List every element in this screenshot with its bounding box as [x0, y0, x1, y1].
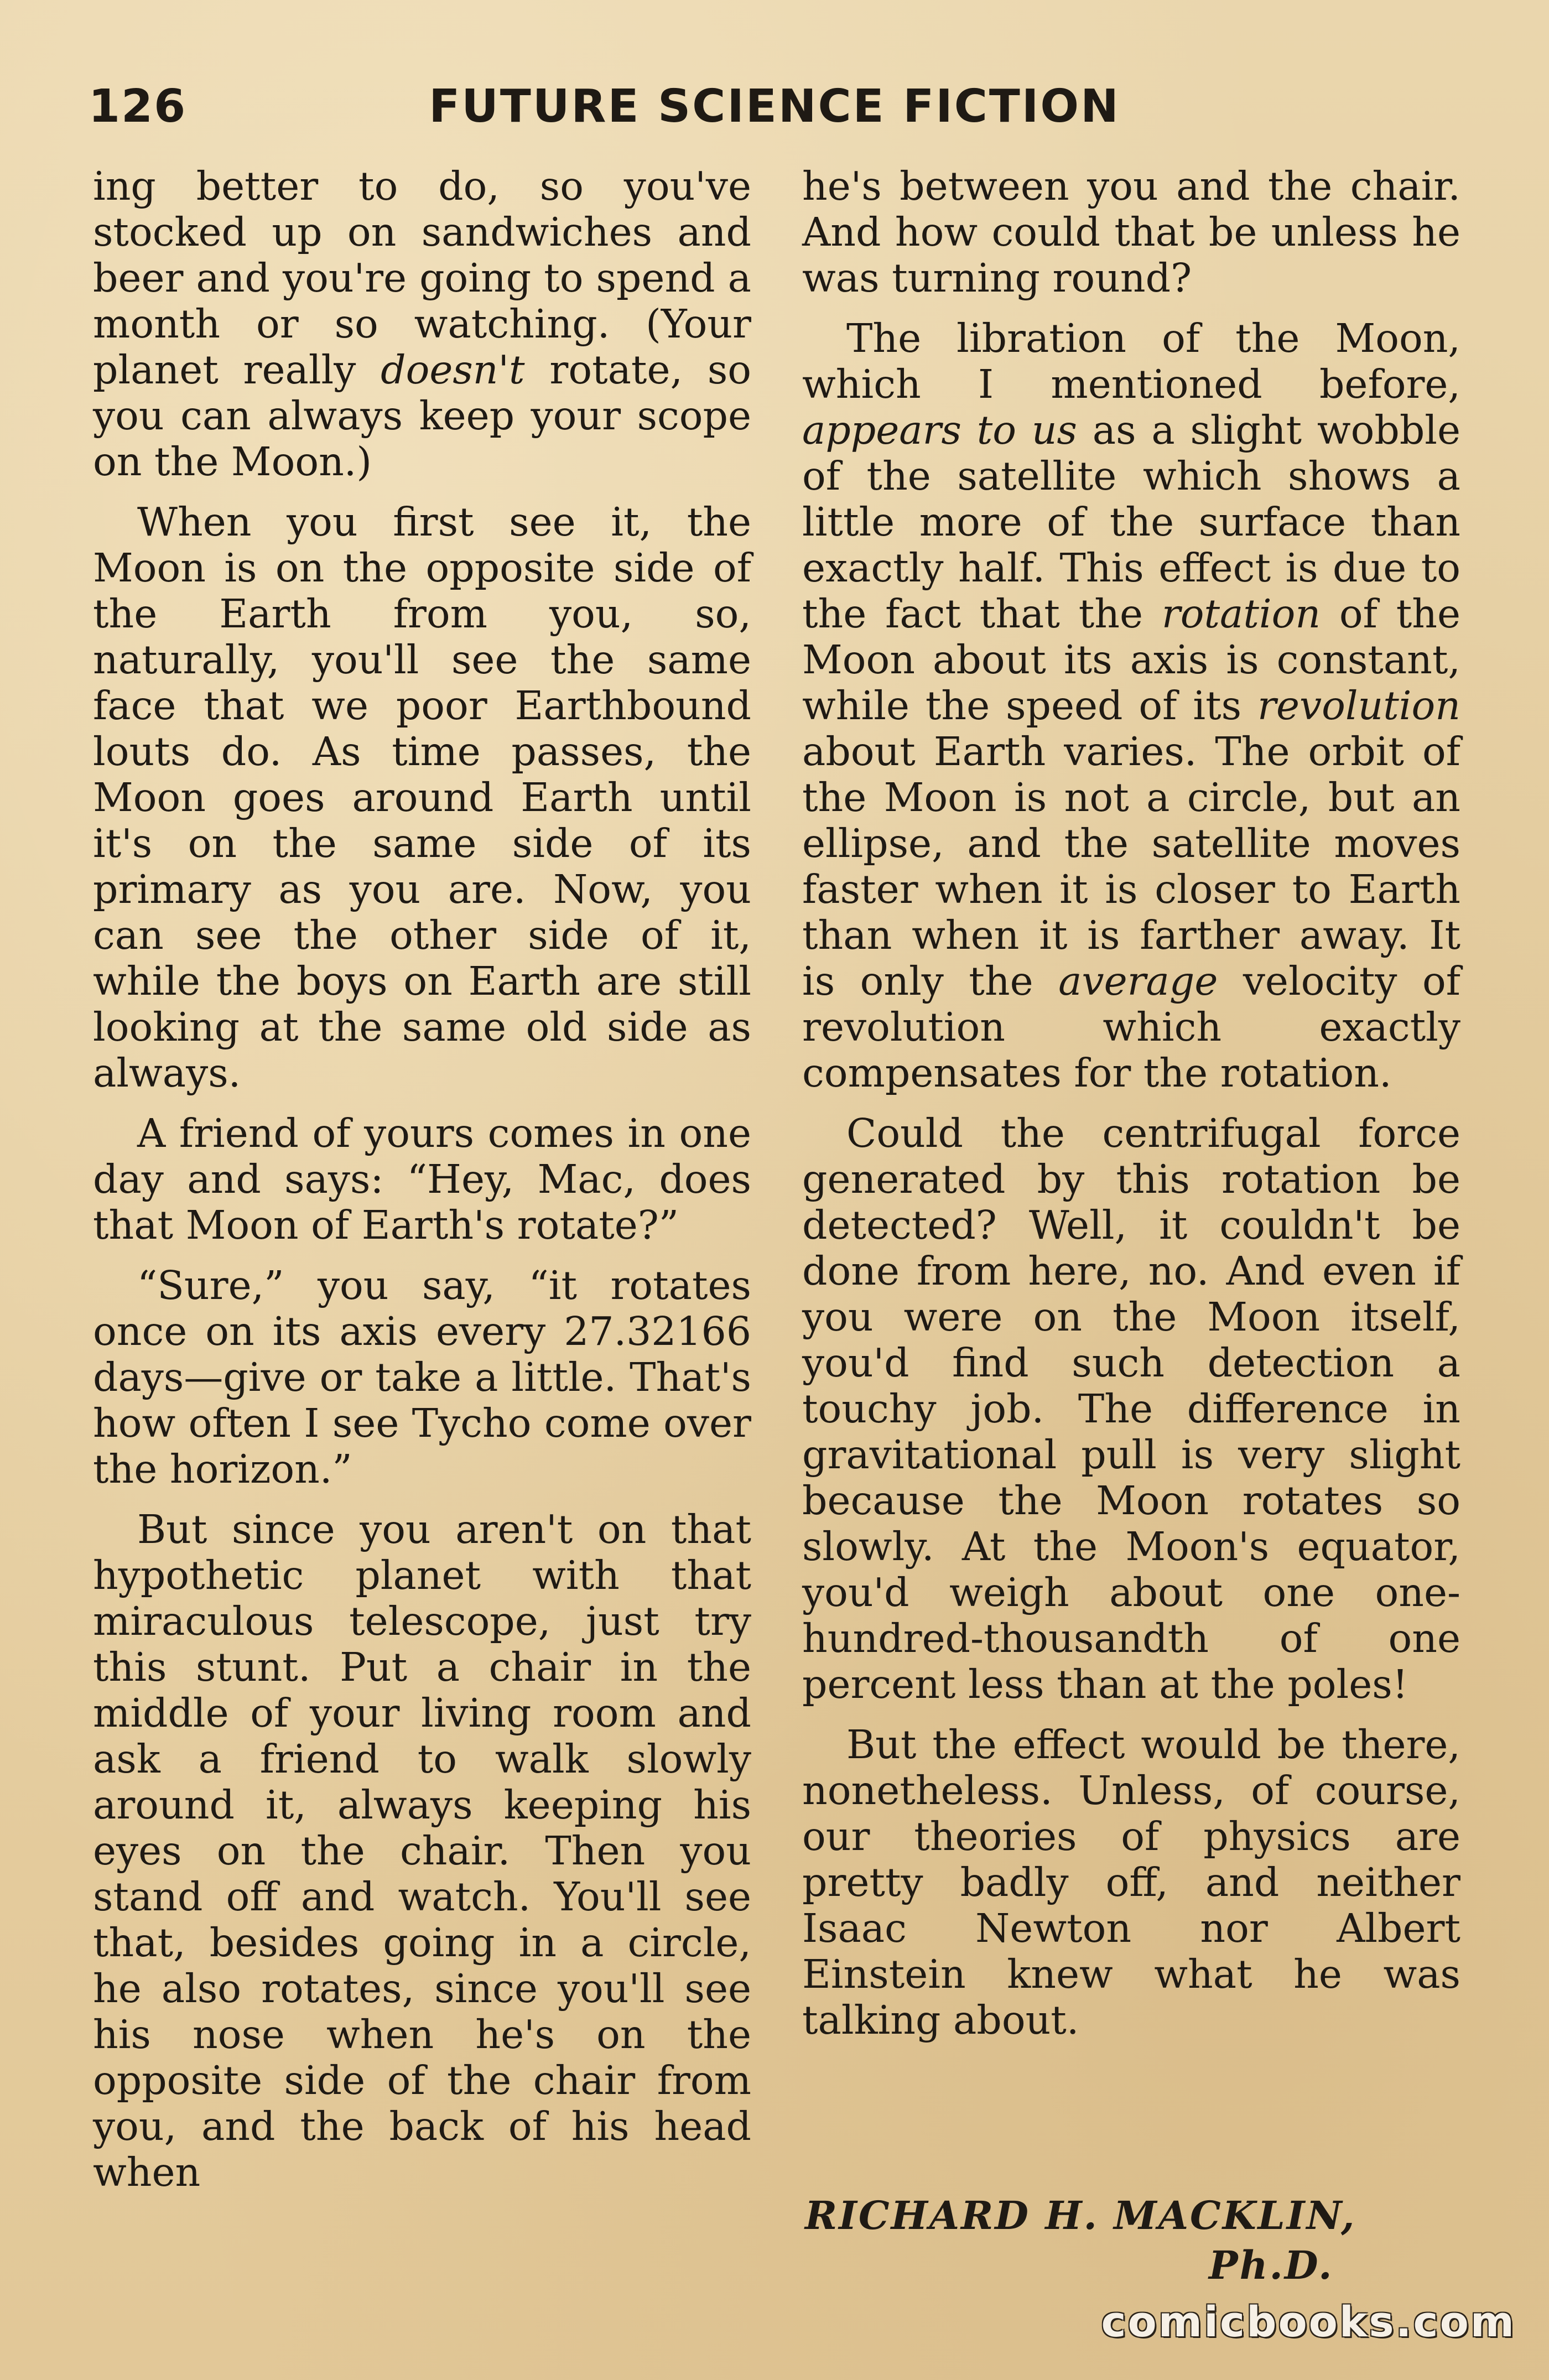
- page-header: [89, 80, 1460, 147]
- magazine-title: FUTURE SCIENCE FICTION: [429, 80, 1120, 133]
- paragraph: [93, 163, 751, 485]
- paragraph: But the effect would be there, nonetheless. Unless, of course, our theories of physics are pretty badly off, and neither Isaac Newton nor Albert Einstein knew what he was talking about.: [802, 1722, 1460, 2043]
- text-run: ing better to do, so you've stocked up on sandwiches and beer and you're going to spend a month or so watching. (Your planet really: [93, 163, 751, 393]
- paragraph: But since you aren't on that hypothetic planet with that miraculous telescope, just try this stunt. Put a chair in the middle of your living room and ask a friend to walk slowly around it, always keeping his eyes on the chair. Then you stand off and watch. You'll see that, besides going in a circle, he also rotates, since you'll see his nose when he's on the opposite side of the chair from you, and the back of his head when: [93, 1506, 751, 2195]
- left-column: [93, 163, 751, 2210]
- paragraph: Could the centrifugal force generated by this rotation be detected? Well, it couldn't be done from here, no. And even if you were on the Moon itself, you'd find such detection a touchy job. The difference in gravitational pull is very slight because the Moon rotates so slowly. At the Moon's equator, you'd weigh about one one-hundred-thousandth of one percent less than at the poles!: [802, 1110, 1460, 1707]
- text-run: about Earth varies. The orbit of the Moon is not a circle, but an ellipse, and the satellite moves faster when it is closer to Earth than when it is farther away. It is only the: [802, 729, 1460, 1004]
- paragraph: “Sure,” you say, “it rotates once on its axis every 27.32166 days—give or take a little. That's how often I see Tycho come over the horizon.”: [93, 1262, 751, 1492]
- text-run: as a slight wobble of the satellite which shows a little more of the surface than exactly half. This effect is due to the fact that the: [802, 407, 1461, 637]
- paragraph: he's between you and the chair. And how could that be unless he was turning round?: [802, 163, 1460, 301]
- text-run: velocity of revolution which exactly compensates for the rotation.: [802, 958, 1461, 1096]
- emphasis: average: [1058, 958, 1218, 1004]
- text-run: rotate, so you can always keep your scope on the Moon.): [93, 347, 752, 485]
- text-run: of the Moon about its axis is constant, while the speed of its: [802, 591, 1460, 729]
- text-run: The libration of the Moon, which I mentioned before,: [802, 315, 1460, 407]
- author-signature: [805, 2191, 1463, 2290]
- emphasis: rotation: [1161, 591, 1321, 637]
- watermark: comicbooks.com: [1101, 2297, 1516, 2346]
- paragraph: A friend of yours comes in one day and says: “Hey, Mac, does that Moon of Earth's rotate?”: [93, 1110, 751, 1248]
- paragraph: When you first see it, the Moon is on the opposite side of the Earth from you, so, naturally, you'll see the same face that we poor Earthbound louts do. As time passes, the Moon goes around Earth until it's on the same side of its primary as you are. Now, you can see the other side of it, while the boys on Earth are still looking at the same old side as always.: [93, 499, 751, 1096]
- author-degree: Ph.D.: [1209, 2242, 1334, 2288]
- paragraph: [802, 315, 1460, 1096]
- emphasis: doesn't: [381, 347, 525, 393]
- right-column: [802, 163, 1460, 2057]
- author-name: RICHARD H. MACKLIN,: [805, 2192, 1356, 2238]
- page-number: 126: [89, 80, 187, 133]
- emphasis: appears to us: [802, 407, 1077, 453]
- emphasis: revolution: [1257, 683, 1460, 729]
